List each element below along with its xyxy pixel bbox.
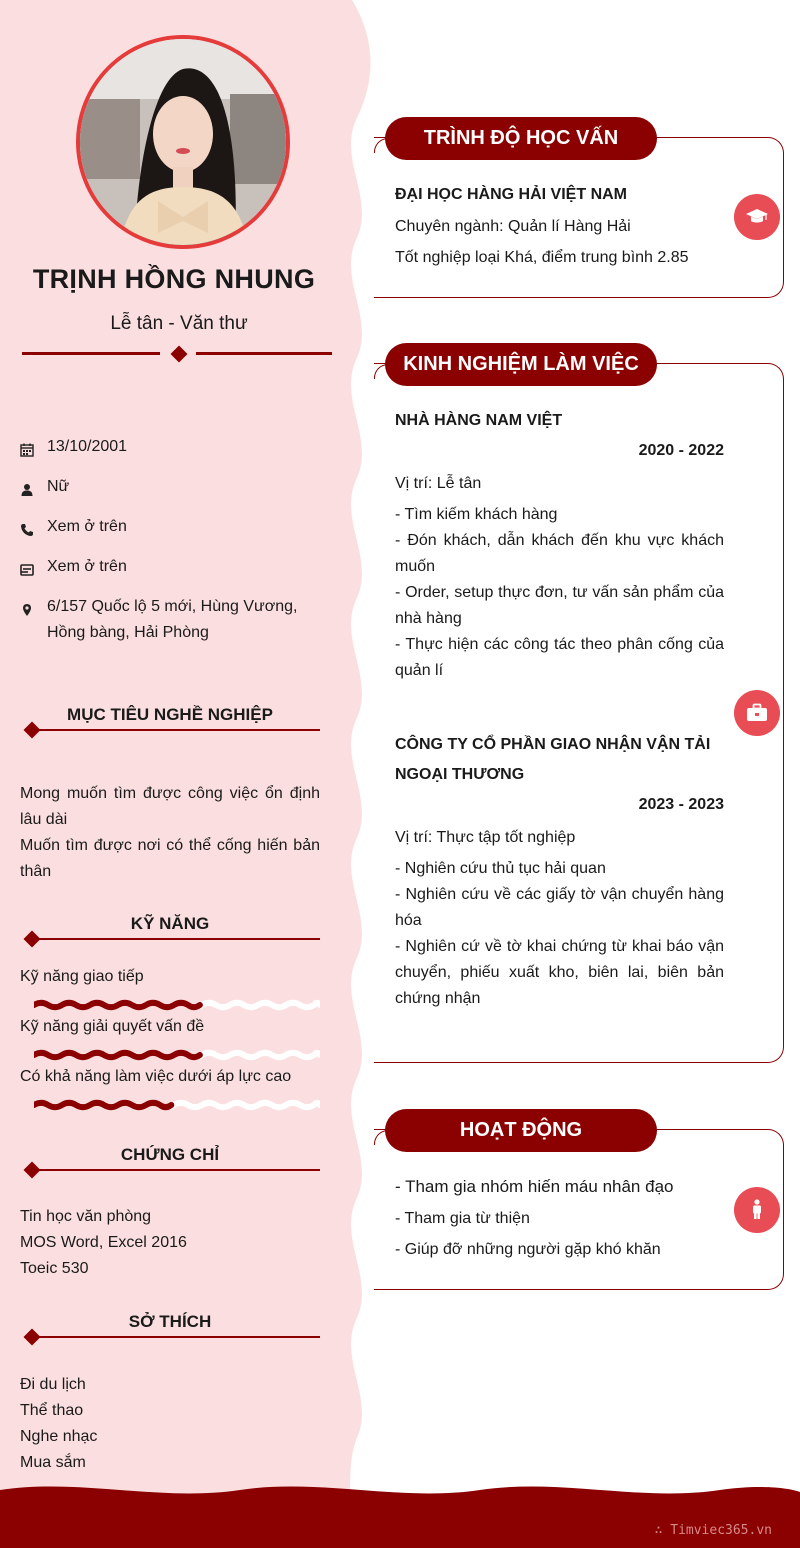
hobbies-heading-line <box>32 1336 320 1338</box>
candidate-name: TRỊNH HỒNG NHUNG <box>32 264 316 294</box>
education-school: ĐẠI HỌC HÀNG HẢI VIỆT NAM <box>395 186 627 203</box>
activity-item: - Tham gia nhóm hiến máu nhân đạo <box>395 1177 674 1196</box>
skill-bar-fill <box>34 1003 200 1007</box>
activities-heading: HOẠT ĐỘNG <box>385 1109 657 1152</box>
person-icon <box>745 1198 769 1222</box>
certificate-item: Tin học văn phòng <box>20 1208 152 1225</box>
skills-heading <box>20 914 320 944</box>
experience-icon-circle <box>734 690 780 736</box>
hobby-item: Đi du lịch <box>20 1376 86 1393</box>
skill-bar <box>34 1098 320 1112</box>
hobbies-heading-label: SỞ THÍCH <box>128 1312 212 1331</box>
certificate-item: Toeic 530 <box>20 1260 89 1277</box>
objective-heading <box>20 705 320 735</box>
name-divider-right <box>196 352 332 355</box>
briefcase-icon <box>745 701 769 725</box>
certificate-item: MOS Word, Excel 2016 <box>20 1234 187 1251</box>
job-task: - Đón khách, dẫn khách đến khu vực khách muốn <box>395 532 724 575</box>
hobby-item: Thể thao <box>20 1402 84 1419</box>
user-icon <box>20 480 34 494</box>
education-major: Chuyên ngành: Quản lí Hàng Hải <box>395 218 631 235</box>
birthdate-value: 13/10/2001 <box>47 438 128 455</box>
calendar-icon <box>20 440 34 454</box>
skill-label: Có khả năng làm việc dưới áp lực cao <box>20 1068 292 1085</box>
hobby-item: Mua sắm <box>20 1454 86 1471</box>
birthdate-row <box>20 434 340 460</box>
graduation-cap-icon <box>745 205 769 229</box>
job-task: - Thực hiện các công tác theo phân cống của quản lí <box>395 636 724 679</box>
name-divider-left <box>22 352 160 355</box>
objective-heading-label: MỤC TIÊU NGHỀ NGHIỆP <box>67 705 273 724</box>
activities-icon-circle <box>734 1187 780 1233</box>
activity-item: - Tham gia từ thiện <box>395 1210 530 1227</box>
phone-value: Xem ở trên <box>47 518 127 535</box>
skills-heading-label: KỸ NĂNG <box>130 914 210 933</box>
address-value: 6/157 Quốc lộ 5 mới, Hùng Vương, Hồng bàng, Hải Phòng <box>47 598 298 641</box>
objective-heading-line <box>32 729 320 731</box>
skill-bar-fill <box>34 1053 200 1057</box>
location-icon <box>20 600 34 614</box>
objective-line-2: Muốn tìm được nơi có thể cống hiến bản thân <box>20 837 320 880</box>
job-company: CÔNG TY CỔ PHẦN GIAO NHẬN VẬN TẢI NGOẠI THƯƠNG <box>395 736 711 783</box>
job-task: - Nghiên cứu thủ tục hải quan <box>395 860 606 877</box>
job-task: - Nghiên cứu về các giấy tờ vận chuyển hàng hóa <box>395 886 724 929</box>
certificates-heading-line <box>32 1169 320 1171</box>
education-heading: TRÌNH ĐỘ HỌC VẤN <box>385 117 657 160</box>
job-position: Vị trí: Lễ tân <box>395 475 482 492</box>
hobby-item: Nghe nhạc <box>20 1428 98 1445</box>
brand-watermark: ∴ Timviec365.vn <box>654 1523 772 1538</box>
email-row <box>20 554 340 580</box>
email-value: Xem ở trên <box>47 558 127 575</box>
phone-row <box>20 514 340 540</box>
address-row <box>20 594 340 646</box>
skill-label: Kỹ năng giải quyết vấn đề <box>20 1018 205 1035</box>
activity-item: - Giúp đỡ những người gặp khó khăn <box>395 1241 661 1258</box>
skill-label: Kỹ năng giao tiếp <box>20 968 144 985</box>
certificates-heading <box>20 1145 320 1175</box>
phone-icon <box>20 520 34 534</box>
job-position: Vị trí: Thực tập tốt nghiệp <box>395 829 576 846</box>
gender-value: Nữ <box>47 478 70 495</box>
job-task: - Order, setup thực đơn, tư vấn sản phẩm của nhà hàng <box>395 584 724 627</box>
avatar <box>76 35 290 249</box>
job-period: 2020 - 2022 <box>638 442 724 459</box>
skill-bar <box>34 998 320 1012</box>
skill-bar <box>34 1048 320 1062</box>
education-icon-circle <box>734 194 780 240</box>
gender-row <box>20 474 340 500</box>
job-company: NHÀ HÀNG NAM VIỆT <box>395 412 563 429</box>
job-title: Lễ tân - Văn thư <box>110 313 248 334</box>
job-task: - Nghiên cứ về tờ khai chứng từ khai báo vận chuyển, phiếu xuất kho, biên lai, biên bản chứng nhận <box>395 938 724 1007</box>
hobbies-heading <box>20 1312 320 1342</box>
job-task: - Tìm kiếm khách hàng <box>395 506 558 523</box>
objective-line-1: Mong muốn tìm được công việc ổn định lâu dài <box>20 785 320 828</box>
skills-heading-line <box>32 938 320 940</box>
job-period: 2023 - 2023 <box>638 796 724 813</box>
certificates-heading-label: CHỨNG CHỈ <box>120 1145 220 1164</box>
skill-bar-fill <box>34 1103 171 1107</box>
education-result: Tốt nghiệp loại Khá, điểm trung bình 2.85 <box>395 249 689 266</box>
experience-heading: KINH NGHIỆM LÀM VIỆC <box>385 343 657 386</box>
email-icon <box>20 560 34 574</box>
